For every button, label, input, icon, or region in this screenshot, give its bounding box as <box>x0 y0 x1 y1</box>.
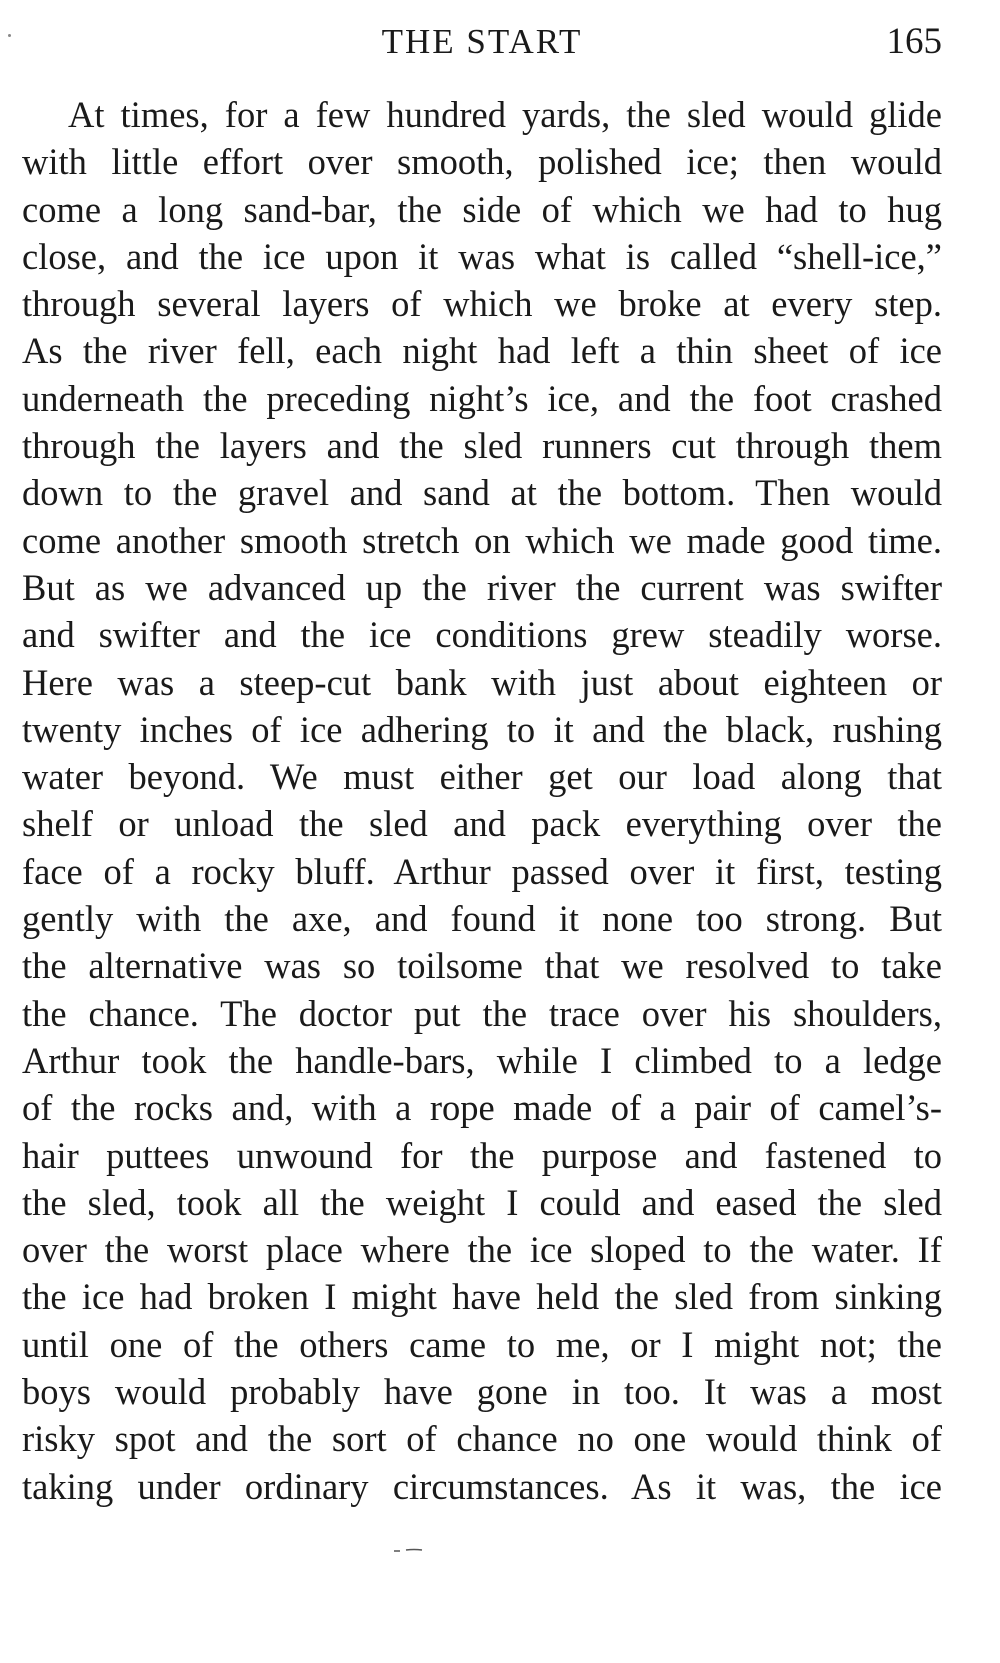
text-line: Here was a steep-cut bank with just about eighteen or <box>22 661 942 703</box>
page-number: 165 <box>886 21 942 62</box>
text-line: the ice had broken I might have held the sled from sinking <box>22 1276 942 1318</box>
text-line: and swifter and the ice conditions grew steadily worse. <box>22 614 942 656</box>
text-line: over the worst place where the ice sloped to the water. If <box>22 1229 942 1271</box>
text-line: the sled, took all the weight I could and eased the sled <box>22 1181 942 1223</box>
text-line: face of a rocky bluff. Arthur passed over it first, testing <box>22 850 942 892</box>
text-line: through several layers of which we broke at every step. <box>22 283 942 325</box>
running-title: THE START <box>381 22 583 61</box>
text-line: risky spot and the sort of chance no one would think of <box>22 1418 942 1460</box>
text-line: But as we advanced up the river the current was swifter <box>22 566 942 608</box>
text-line: twenty inches of ice adhering to it and the black, rushing <box>22 708 942 750</box>
text-line: come a long sand-bar, the side of which we had to hug <box>22 188 942 230</box>
text-line: of the rocks and, with a rope made of a pair of camel’s- <box>22 1087 942 1129</box>
text-line: hair puttees unwound for the purpose and fastened to <box>22 1134 942 1176</box>
paper-speck <box>8 34 11 37</box>
text-line: gently with the axe, and found it none too strong. But <box>22 898 942 940</box>
text-line: shelf or unload the sled and pack everything over the <box>22 803 942 845</box>
text-line: underneath the preceding night’s ice, and the foot crashed <box>22 377 942 419</box>
text-line: down to the gravel and sand at the bottom. Then would <box>22 472 942 514</box>
text-line: the alternative was so toilsome that we resolved to take <box>22 945 942 987</box>
text-line: Arthur took the handle-bars, while I climbed to a ledge <box>22 1039 942 1081</box>
text-line: As the river fell, each night had left a thin sheet of ice <box>22 330 942 372</box>
running-head <box>22 18 942 66</box>
text-line: close, and the ice upon it was what is called “shell-ice,” <box>22 235 942 277</box>
text-line: water beyond. We must either get our load along that <box>22 756 942 798</box>
text-line: come another smooth stretch on which we made good time. <box>22 519 942 561</box>
body-text <box>22 91 942 1510</box>
text-line: At times, for a few hundred yards, the sled would glide <box>68 94 942 135</box>
text-line: boys would probably have gone in too. It was a most <box>22 1371 942 1413</box>
text-line: the chance. The doctor put the trace over his shoulders, <box>22 992 942 1034</box>
signature-mark <box>392 1548 432 1552</box>
text-line: with little effort over smooth, polished ice; then would <box>22 141 942 183</box>
text-line: taking under ordinary circumstances. As it was, the ice <box>22 1465 942 1507</box>
text-line: through the layers and the sled runners cut through them <box>22 425 942 467</box>
text-line: until one of the others came to me, or I might not; the <box>22 1323 942 1365</box>
